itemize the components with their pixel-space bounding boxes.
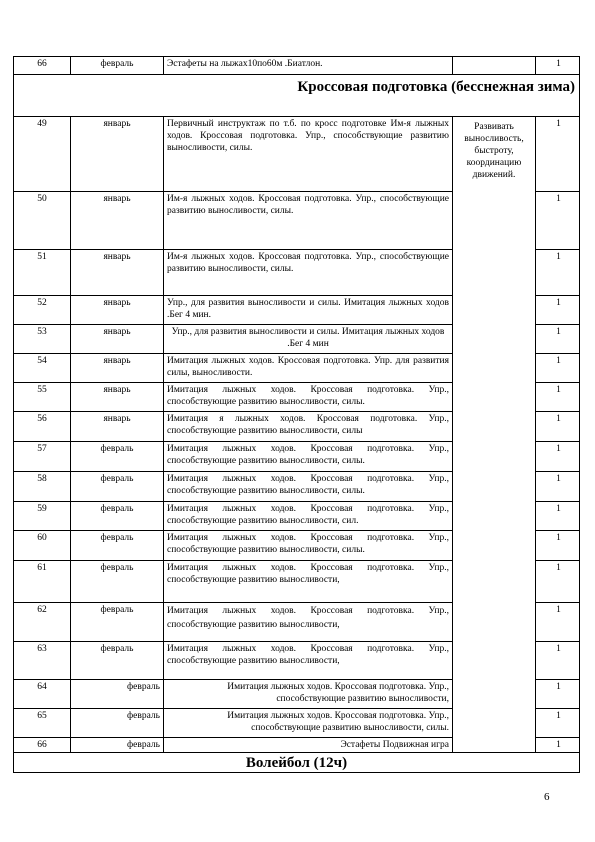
- row-topic: Имитация я лыжных ходов. Кроссовая подготовка. Упр., способствующие развитию выносливости, силы: [164, 412, 453, 441]
- row-topic: Им-я лыжных ходов. Кроссовая подготовка. Упр., способствующие развитию выносливости, силы.: [164, 192, 453, 249]
- section-heading-text: Волейбол (12ч): [245, 755, 348, 771]
- row-hours: 1: [556, 444, 561, 454]
- row-number: 61: [14, 561, 71, 602]
- row-month: январь: [71, 383, 164, 411]
- row-topic: Имитация лыжных ходов. Кроссовая подготовка. Упр., способствующие развитию выносливости,: [164, 680, 453, 708]
- row-month: февраль: [71, 442, 164, 471]
- row-topic: Упр., для развития выносливости и силы. Имитация лыжных ходов .Бег 4 мин.: [164, 296, 453, 324]
- row-hours: 1: [556, 605, 561, 615]
- row-topic: Эстафеты Подвижная игра: [164, 738, 453, 752]
- row-number: 51: [14, 250, 71, 295]
- row-topic: Имитация лыжных ходов. Кроссовая подготовка. Упр., способствующие развитию выносливости,: [164, 561, 453, 602]
- row-hours: 1: [556, 563, 561, 573]
- row-month: январь: [71, 296, 164, 324]
- row-topic: Упр., для развития выносливости и силы. Имитация лыжных ходов .Бег 4 мин: [164, 325, 453, 353]
- table-row: [14, 57, 579, 74]
- row-topic: Им-я лыжных ходов. Кроссовая подготовка. Упр., способствующие развитию выносливости, силы.: [164, 250, 453, 295]
- page-number: 6: [544, 791, 550, 803]
- row-month: январь: [71, 192, 164, 249]
- row-number: 60: [14, 531, 71, 560]
- row-topic: Имитация лыжных ходов. Кроссовая подготовка. Упр., способствующие развитию выносливости, силы.: [164, 531, 453, 560]
- row-month: февраль: [71, 680, 164, 708]
- row-month: февраль: [71, 57, 164, 74]
- row-number: 55: [14, 383, 71, 411]
- row-hours: 1: [556, 194, 561, 204]
- row-hours: 1: [556, 644, 561, 654]
- row-topic: Имитация лыжных ходов. Кроссовая подготовка. Упр., способствующие развитию выносливости, сил.: [164, 502, 453, 530]
- lesson-plan-table: [13, 56, 580, 773]
- row-hours: 1: [556, 504, 561, 514]
- row-number: 63: [14, 642, 71, 679]
- row-number: 50: [14, 192, 71, 249]
- row-month: февраль: [71, 531, 164, 560]
- row-number: 66: [14, 738, 71, 752]
- merged-goal-cell: [453, 116, 536, 752]
- row-month: февраль: [71, 561, 164, 602]
- row-number: 66: [14, 57, 71, 74]
- row-hours: 1: [556, 711, 561, 721]
- row-month: январь: [71, 325, 164, 353]
- row-number: 53: [14, 325, 71, 353]
- row-hours: 1: [556, 682, 561, 692]
- row-hours: 1: [556, 59, 561, 69]
- row-month: январь: [71, 354, 164, 382]
- row-goal: [453, 57, 536, 74]
- row-topic: Имитация лыжных ходов. Кроссовая подготовка. Упр. для развития силы, выносливости.: [164, 354, 453, 382]
- row-number: 64: [14, 680, 71, 708]
- row-number: 65: [14, 709, 71, 737]
- row-number: 56: [14, 412, 71, 441]
- row-month: февраль: [71, 642, 164, 679]
- row-hours: 1: [556, 298, 561, 308]
- row-topic: Имитация лыжных ходов. Кроссовая подготовка. Упр., способствующие развитию выносливости, силы.: [164, 383, 453, 411]
- row-hours: 1: [556, 385, 561, 395]
- row-number: 58: [14, 472, 71, 501]
- row-number: 54: [14, 354, 71, 382]
- row-hours: 1: [556, 119, 561, 129]
- row-hours: 1: [556, 740, 561, 750]
- row-month: февраль: [71, 738, 164, 752]
- row-number: 49: [14, 117, 71, 191]
- row-month: январь: [71, 117, 164, 191]
- section-heading-text: Кроссовая подготовка (бесснежная зима): [297, 79, 575, 95]
- row-topic: Первичный инструктаж по т.б. по кросс подготовке Им-я лыжных ходов. Кроссовая подготовка. Упр., способствующие развитию выносливости, силы.: [164, 117, 453, 191]
- section-heading-cross: [14, 74, 579, 116]
- row-hours: 1: [556, 252, 561, 262]
- row-month: февраль: [71, 502, 164, 530]
- row-hours: 1: [556, 356, 561, 366]
- section-heading-volleyball: [14, 752, 579, 774]
- row-month: февраль: [71, 603, 164, 641]
- row-topic: Имитация лыжных ходов. Кроссовая подготовка. Упр., способствующие развитию выносливости, силы.: [164, 709, 453, 737]
- row-hours: 1: [556, 533, 561, 543]
- row-topic: Эстафеты на лыжах10по60м .Биатлон.: [164, 57, 453, 74]
- row-month: январь: [71, 412, 164, 441]
- row-topic: Имитация лыжных ходов. Кроссовая подготовка. Упр., способствующие развитию выносливости,: [164, 642, 453, 679]
- row-hours: 1: [556, 327, 561, 337]
- row-topic: Имитация лыжных ходов. Кроссовая подготовка. Упр., способствующие развитию выносливости,: [164, 603, 453, 641]
- row-number: 57: [14, 442, 71, 471]
- row-hours: 1: [556, 414, 561, 424]
- row-number: 59: [14, 502, 71, 530]
- row-hours: 1: [556, 474, 561, 484]
- row-number: 62: [14, 603, 71, 641]
- merged-goal-text: Развивать выносливость, быстроту, координацию движений.: [464, 122, 524, 180]
- row-topic: Имитация лыжных ходов. Кроссовая подготовка. Упр., способствующие развитию выносливости, силы.: [164, 472, 453, 501]
- row-month: февраль: [71, 472, 164, 501]
- row-topic: Имитация лыжных ходов. Кроссовая подготовка. Упр., способствующие развитию выносливости, силы.: [164, 442, 453, 471]
- row-month: январь: [71, 250, 164, 295]
- row-number: 52: [14, 296, 71, 324]
- row-month: февраль: [71, 709, 164, 737]
